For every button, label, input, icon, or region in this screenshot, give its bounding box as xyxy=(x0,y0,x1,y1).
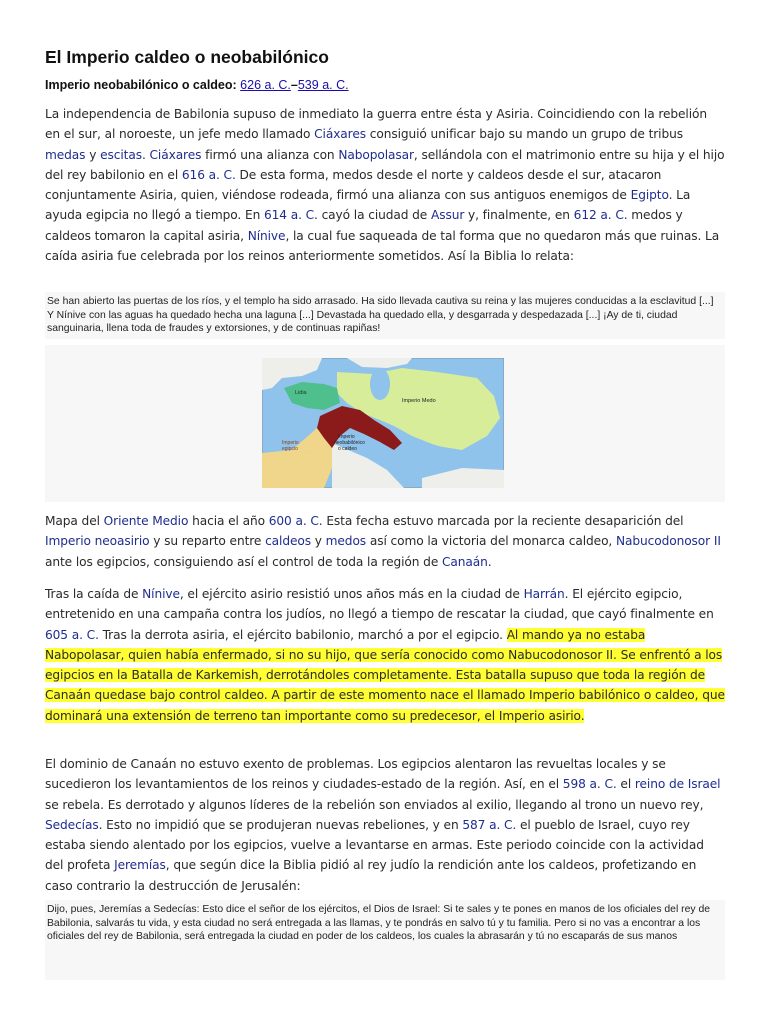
link-600-ac[interactable]: 600 a. C. xyxy=(268,514,323,528)
page-title: El Imperio caldeo o neobabilónico xyxy=(45,47,329,67)
paragraph-2: Tras la caída de Nínive, el ejército asirio resistió unos años más en la ciudad de Harrán. El ejército egipcio, entretenido en una campaña contra los judíos, no llegó a tiempo de rescatar la ciudad, que cayó finalmente en 605 a. C. Tras la derrota asiria, el ejército babilonio, marchó a por el egipcio. Al mando ya no estaba Nabopolasar, quien había enfermado, si no su hijo, que sería conocido como Nabucodonosor II. Se enfrentó a los egipcios en la Batalla de Karkemish, derrotándoles completamente. Esta batalla supuso que toda la región de Canaán quedase bajo control caldeo. A partir de este momento nace el llamado Imperio babilónico o caldeo, que dominará una extensión de terreno tan importante como su predecesor, el Imperio asirio. xyxy=(45,587,725,723)
map-label-caldeo-2: neobabilónico xyxy=(334,440,365,446)
link-614-ac[interactable]: 614 a. C. xyxy=(263,208,318,223)
bible-quote-1: Se han abierto las puertas de los ríos, y el templo ha sido arrasado. Ha sido llevada cautiva su reina y las mujeres conducidas a la esclavitud [...] Y Nínive con las aguas ha quedado hecha una laguna [...] Devastada ha quedado ella, y desgarrada y despedazada [...] ¡Ay de ti, ciudad sanguinaria, llena toda de fraudes y extorsiones, y de continuas rapiñas! xyxy=(45,292,725,339)
link-nabucodonosor-ii[interactable]: Nabucodonosor II xyxy=(615,534,721,549)
link-reino-de-israel[interactable]: reino de Israel xyxy=(634,777,721,792)
link-jeremias[interactable]: Jeremías xyxy=(114,858,166,873)
subtitle-label: Imperio neobabilónico o caldeo: xyxy=(45,78,237,92)
link-egipto[interactable]: Egipto xyxy=(630,188,669,203)
map-label-egipcio-2: egipcio xyxy=(282,446,298,452)
link-626-ac[interactable]: 626 a. C. xyxy=(240,78,291,92)
paragraph-3: El dominio de Canaán no estuvo exento de problemas. Los egipcios alentaron las revueltas locales y se sucedieron los levantamientos de los reinos y ciudades-estado de la región. Así, en el 598 a. C. el reino de Israel se rebela. Es derrotado y algunos líderes de la rebelión son enviados al exilio, llegando al trono un nuevo rey, Sedecías. Esto no impidió que se produjeran nuevas rebeliones, y en 587 a. C. el pueblo de Israel, cuyo rey estaba siendo alentado por los egipcios, vuelve a levantarse en armas. Este periodo coincide con la actividad del profeta Jeremías, que según dice la Biblia pidió al rey judío la rendición ante los caldeos, profetizando en caso contrario la destrucción de Jerusalén: xyxy=(45,757,721,893)
map-image xyxy=(262,358,504,488)
map-label-egipcio-1: Imperio xyxy=(282,440,299,446)
link-ciaxares-2[interactable]: Ciáxares xyxy=(149,147,202,162)
map-label-lidia: Lidia xyxy=(295,390,307,396)
map-label-medo: Imperio Medo xyxy=(402,398,436,404)
link-oriente-medio[interactable]: Oriente Medio xyxy=(103,514,189,528)
link-canaan[interactable]: Canaán xyxy=(442,554,488,569)
link-nabopolasar[interactable]: Nabopolasar xyxy=(338,147,414,162)
link-caldeos[interactable]: caldeos xyxy=(265,534,311,549)
subtitle xyxy=(45,78,349,92)
link-ninive-2[interactable]: Nínive xyxy=(142,587,180,601)
link-605-ac[interactable]: 605 a. C. xyxy=(45,627,99,642)
link-imperio-neoasirio[interactable]: Imperio neoasirio xyxy=(45,534,150,549)
bible-quote-2: Dijo, pues, Jeremías a Sedecías: Esto dice el señor de los ejércitos, el Dios de Israel: Si te sales y te pones en manos de los oficiales del rey de Babilonia, salvarás tu vida, y esta ciudad no será entregada a las llamas, y te pondrás en salvo tú y tu familia. Pero si no vas a encontrar a los oficiales del rey de Babilonia, será entregada la ciudad en poder de los caldeos, los cuales la abrasarán y tú no escaparás de sus manos xyxy=(45,900,725,980)
link-medos[interactable]: medos xyxy=(325,534,367,549)
subtitle-dash: – xyxy=(290,78,298,92)
link-ciaxares[interactable]: Ciáxares xyxy=(314,127,366,142)
link-medas[interactable]: medas xyxy=(45,147,86,162)
link-ninive[interactable]: Nínive xyxy=(247,228,286,243)
link-539-ac[interactable]: 539 a. C. xyxy=(297,78,349,92)
link-harran[interactable]: Harrán xyxy=(523,587,565,601)
link-sedecias[interactable]: Sedecías xyxy=(45,817,99,832)
highlighted-text: Al mando ya no estaba Nabopolasar, quien había enfermado, si no su hijo, que sería conocido como Nabucodonosor II. Se enfrentó a los egipcios en la Batalla de Karkemish, derrotándoles completamente. Esta batalla supuso que toda la región de Canaán quedase bajo control caldeo. A partir de este momento nace el llamado Imperio babilónico o caldeo, que dominará una extensión de terreno tan importante como su predecesor, el Imperio asirio. xyxy=(45,627,725,723)
link-612-ac[interactable]: 612 a. C. xyxy=(573,208,628,223)
link-assur[interactable]: Assur xyxy=(430,208,465,223)
map-caption: Mapa del Oriente Medio hacia el año 600 a. C. Esta fecha estuvo marcada por la reciente desaparición del Imperio neoasirio y su reparto entre caldeos y medos así como la victoria del monarca caldeo, Nabucodonosor II ante los egipcios, consiguiendo así el control de toda la región de Canaán. xyxy=(45,514,721,569)
paragraph-1: La independencia de Babilonia supuso de inmediato la guerra entre ésta y Asiria. Coincidiendo con la rebelión en el sur, al noroeste, un jefe medo llamado Ciáxares consiguió unificar bajo su mando un grupo de tribus medas y escitas. Ciáxares firmó una alianza con Nabopolasar, sellándola con el matrimonio entre su hija y el hijo del rey babilonio en el 616 a. C. De esta forma, medos desde el norte y caldeos desde el sur, atacaron conjuntamente Asiria, quien, viéndose rodeada, firmó una alianza con sus antiguos enemigos de Egipto. La ayuda egipcia no llegó a tiempo. En 614 a. C. cayó la ciudad de Assur y, finalmente, en 612 a. C. medos y caldeos tomaron la capital asiria, Nínive, la cual fue saqueada de tal forma que no quedaron más que ruinas. La caída asiria fue celebrada por los reinos anteriormente sometidos. Así la Biblia lo relata: xyxy=(45,107,725,264)
map-label-caldeo-3: o caldeo xyxy=(338,446,357,452)
link-587-ac[interactable]: 587 a. C. xyxy=(462,817,517,832)
link-escitas[interactable]: escitas xyxy=(100,147,142,162)
map-label-caldeo-1: Imperio xyxy=(338,434,355,440)
link-598-ac[interactable]: 598 a. C. xyxy=(562,777,617,792)
link-616-ac[interactable]: 616 a. C. xyxy=(181,167,236,182)
